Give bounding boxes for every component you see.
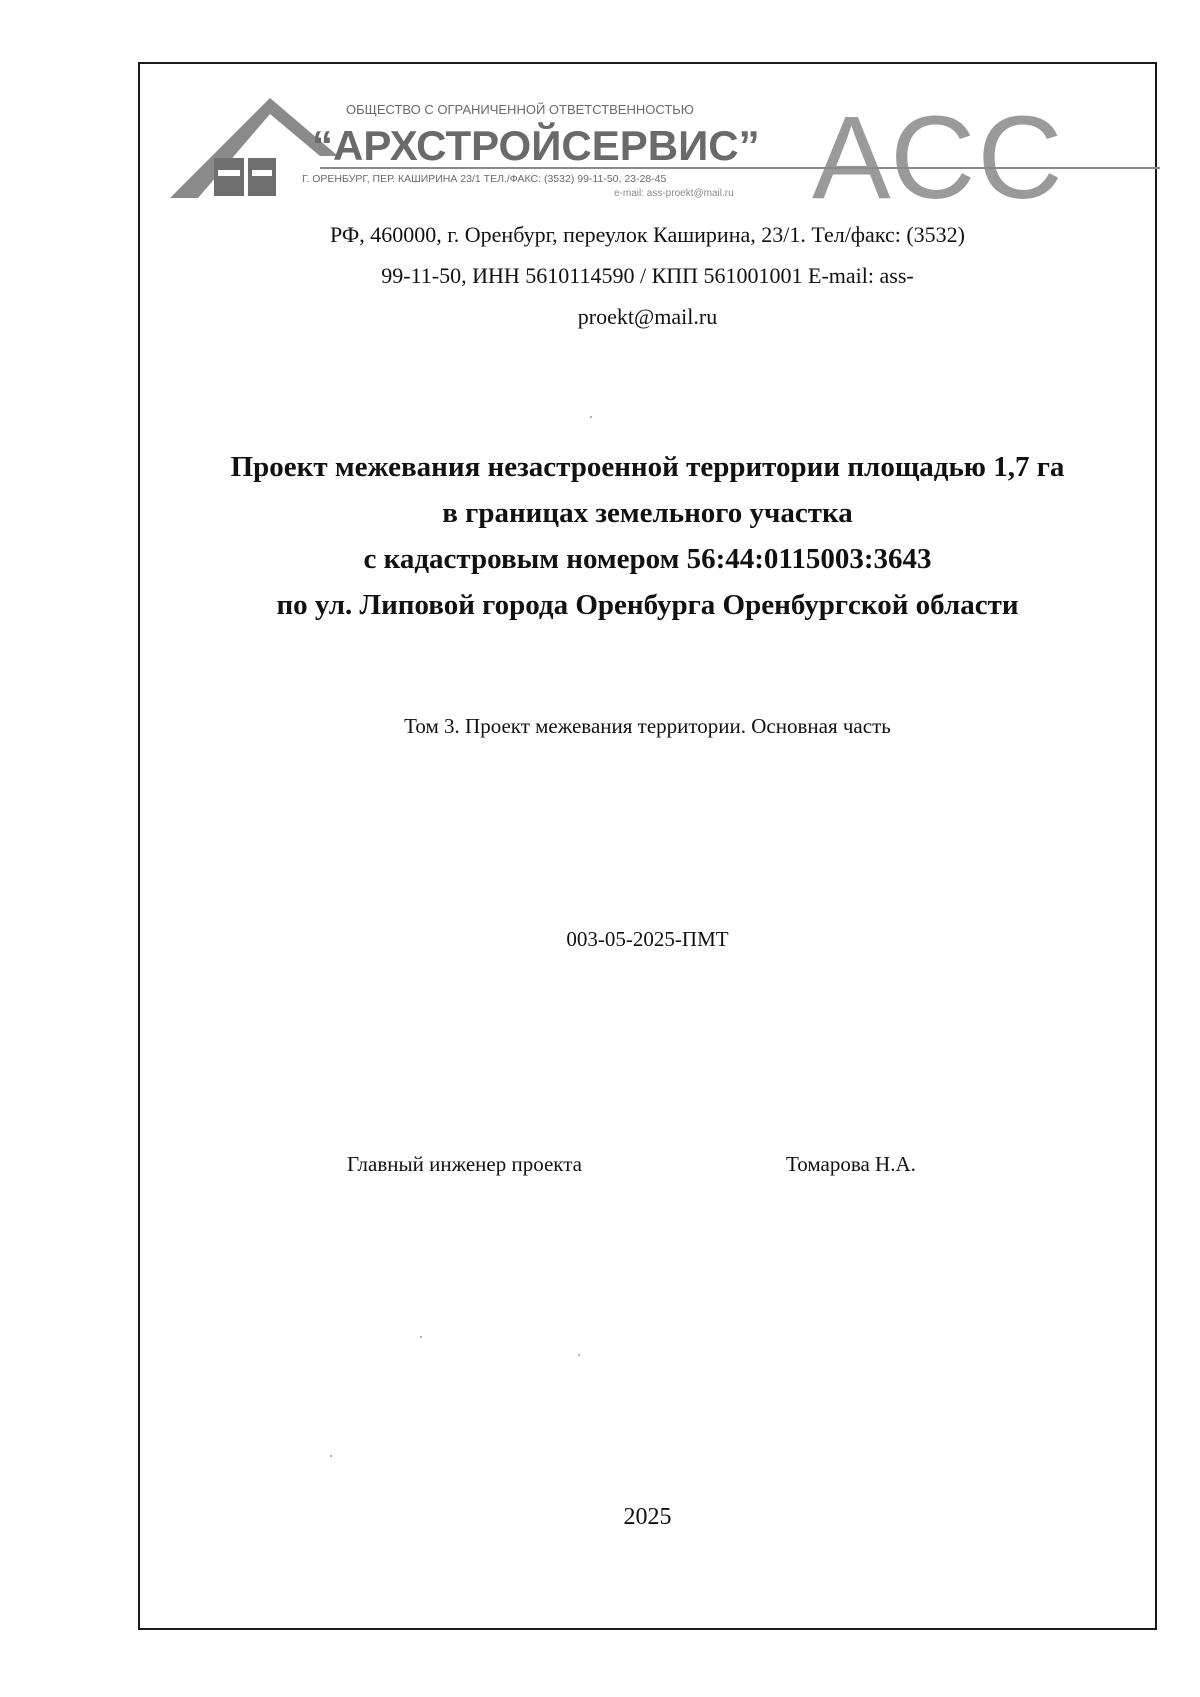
signature-name: Томарова Н.А. [786, 1152, 916, 1176]
scan-speck [578, 1354, 580, 1356]
document-code: 003-05-2025-ПМТ [566, 927, 729, 951]
scan-speck [330, 1455, 332, 1457]
logo-email-line: e-mail: ass-proekt@mail.ru [614, 188, 734, 199]
signature-role: Главный инженер проекта [347, 1152, 582, 1176]
title-line-3: с кадастровым номером 56:44:0115003:3643 [363, 543, 932, 575]
title-line-2: в границах земельного участка [442, 497, 853, 529]
address-line-2: 99-11-50, ИНН 5610114590 / КПП 561001001 E-mail: ass- [381, 263, 914, 288]
document-year: 2025 [623, 1504, 672, 1530]
logo-company-type: ОБЩЕСТВО С ОГРАНИЧЕННОЙ ОТВЕТСТВЕННОСТЬЮ [346, 102, 694, 117]
logo-company-name: “АРХСТРОЙСЕРВИС” [312, 122, 760, 169]
title-line-4: по ул. Липовой города Оренбурга Оренбургской области [276, 589, 1019, 621]
logo-contact-line: Г. ОРЕНБУРГ, ПЕР. КАШИРИНА 23/1 ТЕЛ./ФАКС: (3532) 99-11-50, 23-28-45 [302, 173, 667, 185]
scan-speck [420, 1336, 422, 1338]
company-address [138, 214, 1157, 337]
address-line-1: РФ, 460000, г. Оренбург, переулок Каширина, 23/1. Тел/факс: (3532) [330, 222, 965, 247]
logo-monogram: АСС [812, 94, 1065, 212]
scan-speck [590, 416, 592, 418]
building-block-icon [214, 158, 244, 196]
company-logo [170, 94, 1160, 212]
title-line-1: Проект межевания незастроенной территории площадью 1,7 га [230, 451, 1065, 483]
volume-label: Том 3. Проект межевания территории. Основная часть [404, 714, 891, 738]
document-title [138, 444, 1157, 628]
address-line-3: proekt@mail.ru [577, 304, 718, 329]
